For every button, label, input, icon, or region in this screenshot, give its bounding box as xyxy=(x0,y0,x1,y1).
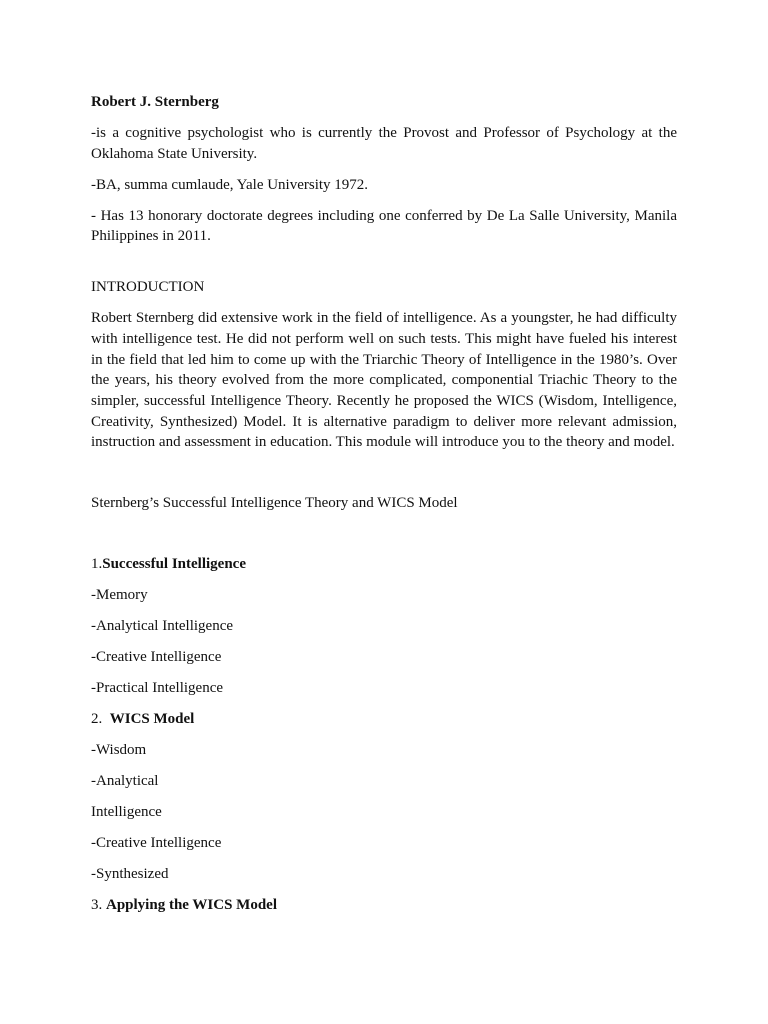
intro-heading: INTRODUCTION xyxy=(91,279,205,296)
bio-line-education: -BA, summa cumlaude, Yale University 1972. xyxy=(91,176,369,193)
list-item: -Creative Intelligence xyxy=(91,834,222,851)
outline-item-2-number: 2. xyxy=(91,710,110,727)
list-item: -Wisdom xyxy=(91,741,147,758)
outline-item-2-heading xyxy=(91,709,677,730)
list-item: -Memory xyxy=(91,586,148,603)
intro-paragraph: Robert Sternberg did extensive work in the field of intelligence. As a youngster, he had difficulty with intelligence test. He did not perform well on such tests. This might have fueled his interest in the field that led him to come up with the Triarchic Theory of Intelligence in the 1980’s. Over the years, his theory evolved from the more complicated, componential Triachic Theory to the simpler, successful Intelligence Theory. Recently he proposed the WICS (Wisdom, Intelligence, Creativity, Synthesized) Model. It is alternative paradigm to deliver more relevant admission, instruction and assessment in education. This module will introduce you to the theory and model. xyxy=(91,310,677,451)
outline-item-3-heading xyxy=(91,895,677,916)
list-item: -Synthesized xyxy=(91,865,169,882)
outline-item-1-title: Successful Intelligence xyxy=(102,555,246,572)
list-item: -Creative Intelligence xyxy=(91,648,222,665)
outline-item-3-number: 3. xyxy=(91,896,106,913)
author-name: Robert J. Sternberg xyxy=(91,94,219,110)
bio-line-honors: - Has 13 honorary doctorate degrees including one conferred by De La Salle University, Manila Philippines in 2011. xyxy=(91,207,677,245)
outline-item-2-title: WICS Model xyxy=(109,710,195,727)
outline-item-1-number: 1. xyxy=(91,555,103,572)
document-page xyxy=(91,92,677,926)
list-item: -Practical Intelligence xyxy=(91,679,224,696)
list-item: -Analytical xyxy=(91,772,159,789)
outline-item-3-title: Applying the WICS Model xyxy=(106,896,278,913)
outline-item-1-heading xyxy=(91,554,677,575)
list-item: -Analytical Intelligence xyxy=(91,617,234,634)
section-title: Sternberg’s Successful Intelligence Theory and WICS Model xyxy=(91,495,458,512)
list-item: Intelligence xyxy=(91,803,162,820)
bio-line-position: -is a cognitive psychologist who is currently the Provost and Professor of Psychology at the Oklahoma State University. xyxy=(91,125,677,162)
